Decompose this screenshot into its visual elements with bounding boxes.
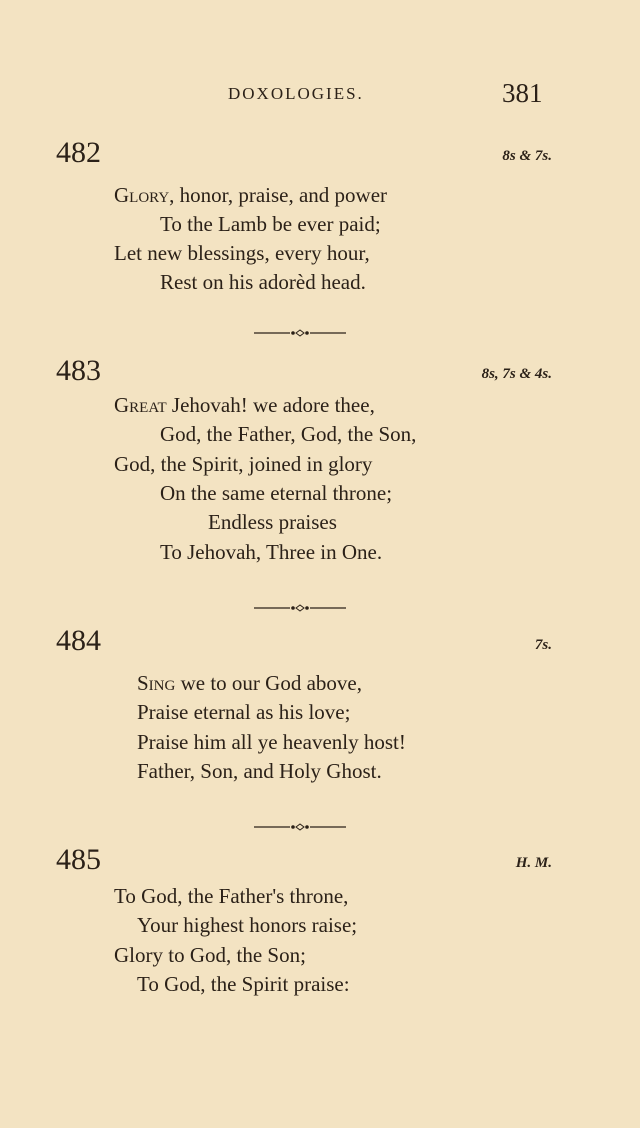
- hymn-meter: 8s, 7s & 4s.: [481, 366, 552, 382]
- verse-line: To God, the Spirit praise:: [137, 972, 350, 996]
- hymn-meter: 8s & 7s.: [502, 148, 552, 164]
- verse-line: To the Lamb be ever paid;: [160, 212, 381, 236]
- running-header: DOXOLOGIES.: [228, 84, 364, 103]
- verse-initial-word: Glory: [114, 183, 170, 207]
- verse-line: To Jehovah, Three in One.: [160, 540, 383, 564]
- verse-line: Let new blessings, every hour,: [114, 241, 370, 265]
- ornamental-divider: [254, 822, 346, 832]
- verse-line-rest: Jehovah! we adore thee,: [166, 393, 375, 417]
- ornamental-divider: [254, 328, 346, 338]
- hymn-meter: 7s.: [534, 637, 552, 653]
- hymn-meter: H. M.: [515, 855, 552, 871]
- verse-line: To God, the Father's throne,: [114, 884, 349, 908]
- verse-line: Praise him all ye heavenly host!: [137, 730, 406, 754]
- ornamental-divider: [254, 603, 346, 613]
- verse-line: Father, Son, and Holy Ghost.: [137, 759, 382, 783]
- verse-line: On the same eternal throne;: [160, 481, 393, 505]
- verse-line: Praise eternal as his love;: [137, 700, 351, 724]
- verse-line: God, the Father, God, the Son,: [160, 422, 417, 446]
- verse-initial-word: Great: [114, 393, 167, 417]
- verse-line: Your highest honors raise;: [137, 913, 358, 937]
- verse-line: [137, 671, 362, 696]
- hymn-number: 483: [56, 354, 101, 387]
- hymn-number: 485: [56, 843, 101, 876]
- verse-line: Rest on his adorèd head.: [160, 270, 366, 294]
- verse-line: [114, 183, 387, 208]
- verse-line: Endless praises: [208, 510, 337, 534]
- verse-line: [114, 393, 375, 418]
- verse-line: Glory to God, the Son;: [114, 943, 306, 967]
- verse-line: God, the Spirit, joined in glory: [114, 452, 373, 476]
- hymn-number: 482: [56, 136, 101, 169]
- verse-initial-word: Sing: [137, 671, 176, 695]
- verse-line-rest: , honor, praise, and power: [169, 183, 388, 207]
- page-number: 381: [502, 78, 543, 108]
- verse-line-rest: we to our God above,: [175, 671, 362, 695]
- hymn-number: 484: [56, 624, 101, 657]
